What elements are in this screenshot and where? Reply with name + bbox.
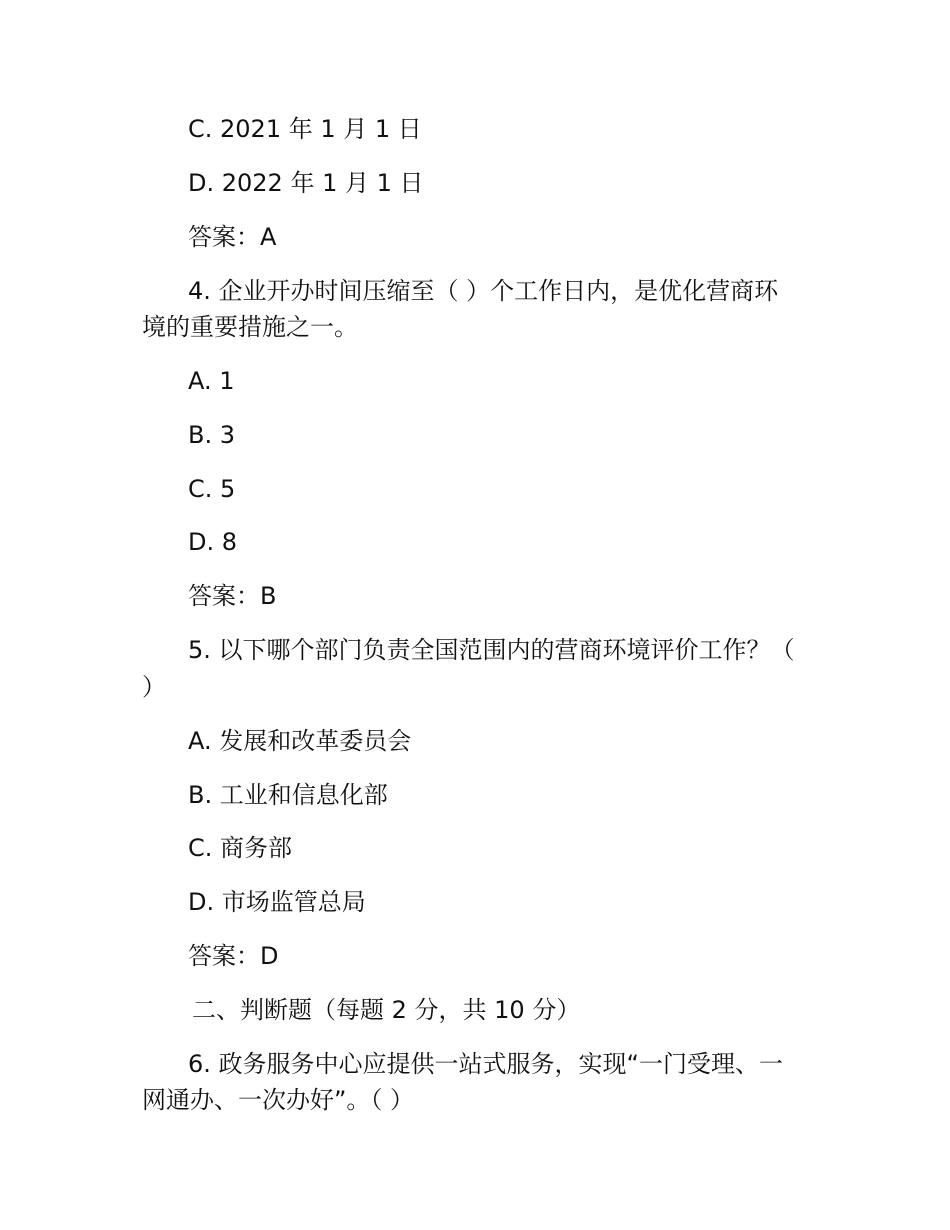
- section-heading: 二、判断题（每题 2 分，共 10 分）: [192, 996, 581, 1024]
- q5-option-a: A. 发展和改革委员会: [188, 727, 412, 755]
- q4-option-b: B. 3: [188, 421, 235, 449]
- q5-question-line1: 5. 以下哪个部门负责全国范围内的营商环境评价工作？（: [188, 636, 795, 664]
- q4-option-a: A. 1: [188, 367, 235, 395]
- q5-option-b: B. 工业和信息化部: [188, 781, 388, 809]
- q6-question-line1: 6. 政务服务中心应提供一站式服务，实现“一门受理、一: [188, 1050, 783, 1078]
- q4-answer: 答案：B: [188, 582, 277, 610]
- q4-question-line1: 4. 企业开办时间压缩至（ ）个工作日内，是优化营商环: [188, 277, 779, 305]
- q5-question-line2: ）: [142, 673, 166, 701]
- q5-option-d: D. 市场监管总局: [188, 888, 366, 916]
- q6-question-line2: 网通办、一次办好”。（ ）: [142, 1086, 415, 1114]
- q3-option-c: C. 2021 年 1 月 1 日: [188, 115, 422, 143]
- q4-option-d: D. 8: [188, 528, 238, 556]
- q5-answer: 答案：D: [188, 942, 279, 970]
- q3-answer: 答案：A: [188, 223, 277, 251]
- q4-option-c: C. 5: [188, 475, 236, 503]
- q4-question-line2: 境的重要措施之一。: [142, 313, 358, 341]
- q5-option-c: C. 商务部: [188, 834, 293, 862]
- q3-option-d: D. 2022 年 1 月 1 日: [188, 169, 424, 197]
